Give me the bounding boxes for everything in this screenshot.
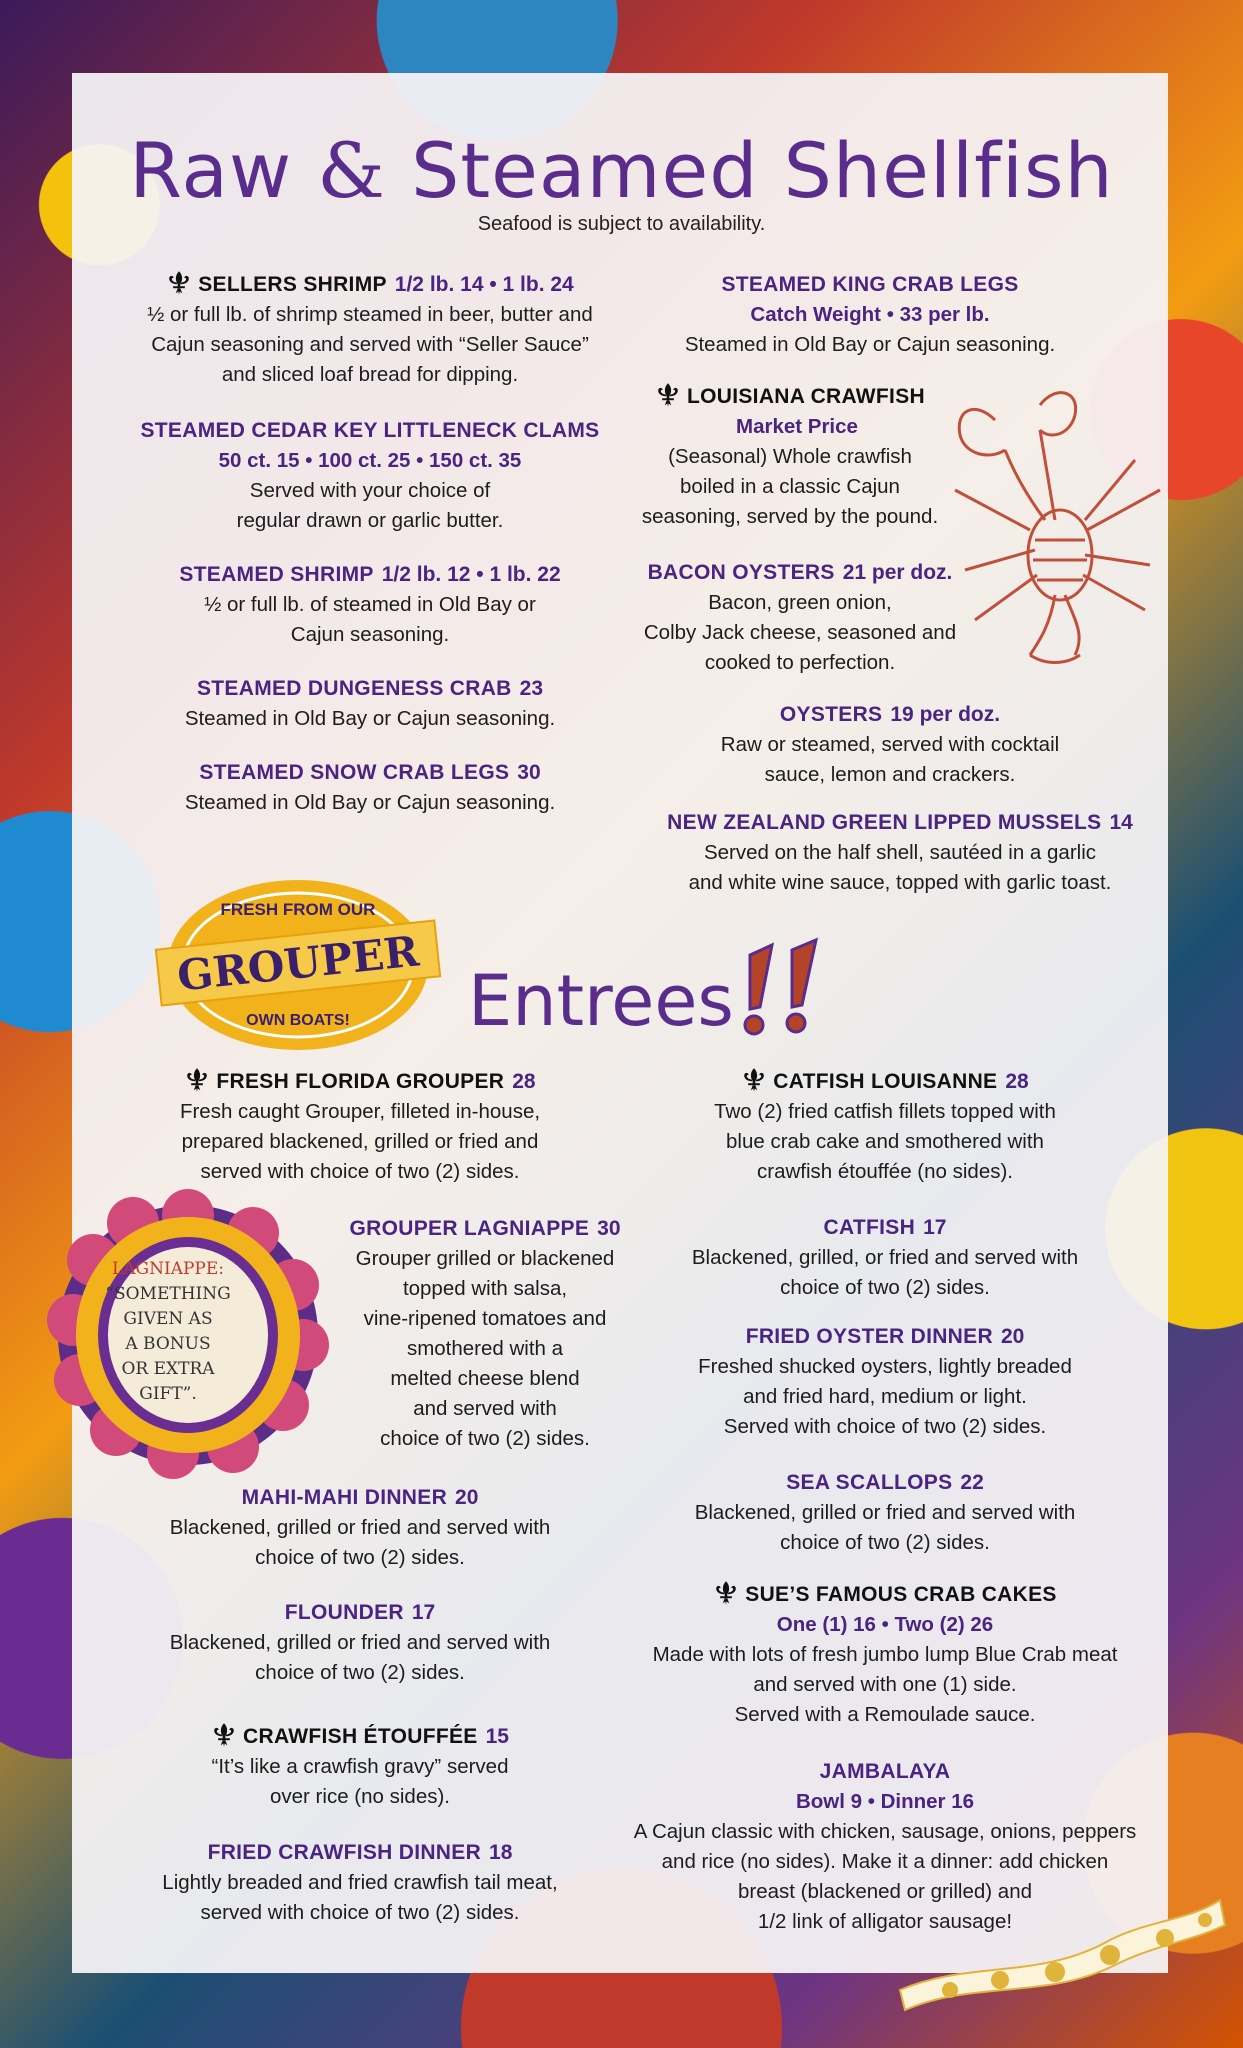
menu-item-fried-crawfish-dinner: FRIED CRAWFISH DINNER 18 Lightly breaded and fried crawfish tail meat, served with choice of two (2) sides. [162,1841,558,1924]
page-title: Raw & Steamed Shellfish [129,126,1114,215]
menu-item-crawfish-etouffee: CRAWFISH ÉTOUFFÉE 15 “It’s like a crawfish gravy” served over rice (no sides). [130,1722,590,1812]
menu-item-flounder: FLOUNDER 17 Blackened, grilled or fried and served with choice of two (2) sides. [169,1601,551,1684]
lagniappe-definition: LAGNIAPPE: “SOMETHING GIVEN AS A BONUS OR EXTRA GIFT”. [105,1259,231,1404]
menu-item-crab-cakes: SUE’S FAMOUS CRAB CAKES One (1) 16 • Two (2) 26 Made with lots of fresh jumbo lump Blue Crab meat and served with one (1) side. Served with a Remoulade sauce. [630,1580,1140,1730]
menu-item-dungeness-crab: STEAMED DUNGENESS CRAB 23 Steamed in Old Bay or Cajun seasoning. [184,677,556,730]
badge-bottom-text: OWN BOATS! [246,1012,350,1029]
menu-item-fried-oyster-dinner: FRIED OYSTER DINNER 20 Freshed shucked oysters, lightly breaded and fried hard, medium or light. Served with choice of two (2) sides. [698,1325,1072,1438]
fleur-de-lis-icon [713,1580,739,1606]
menu-item-snow-crab-legs: STEAMED SNOW CRAB LEGS 30 Steamed in Old Bay or Cajun seasoning. [184,761,556,814]
availability-note: Seafood is subject to availability. [477,213,766,235]
menu-item-littleneck-clams: STEAMED CEDAR KEY LITTLENECK CLAMS 50 ct. 15 • 100 ct. 25 • 150 ct. 35 Served with your choice of regular drawn or garlic butter. [140,419,600,532]
menu-item-mahi-mahi-dinner: MAHI-MAHI DINNER 20 Blackened, grilled or fried and served with choice of two (2) sides. [169,1486,551,1569]
fleur-de-lis-icon [741,1067,767,1093]
menu-item-fresh-florida-grouper: FRESH FLORIDA GROUPER 28 Fresh caught Grouper, filleted in-house, prepared blackened, grilled or fried and served with choice of two (2) sides. [130,1067,590,1187]
entrees-heading: Entrees [468,960,734,1042]
menu-item-bacon-oysters: BACON OYSTERS 21 per doz. Bacon, green onion, Colby Jack cheese, seasoned and cooked to perfection. [643,561,957,674]
menu-item-sellers-shrimp: SELLERS SHRIMP 1/2 lb. 14 • 1 lb. 24 ½ or full lb. of shrimp steamed in beer, butter and Cajun seasoning and served with “Seller Sauce” and sliced loaf bread for dipping. [130,270,610,390]
menu-item-catfish-louisanne: CATFISH LOUISANNE 28 Two (2) fried catfish fillets topped with blue crab cake and smothered with crawfish étouffée (no sides). [655,1067,1115,1187]
badge-top-text: FRESH FROM OUR [220,900,376,919]
fleur-de-lis-banner [890,1880,1230,2020]
fleur-de-lis-icon [166,270,192,296]
menu-item-grouper-lagniappe: GROUPER LAGNIAPPE 30 Grouper grilled or blackened topped with salsa, vine-ripened tomatoes and smothered with a melted cheese blend and served with choice of two (2) sides. [349,1217,621,1450]
fleur-de-lis-icon [211,1722,237,1748]
badge-main-text: GROUPER [174,926,422,1001]
fleur-de-lis-icon [655,382,681,408]
menu-item-oysters: OYSTERS 19 per doz. Raw or steamed, served with cocktail sauce, lemon and crackers. [720,703,1060,786]
fresh-grouper-badge [148,870,448,1060]
fleur-de-lis-icon [184,1067,210,1093]
exclamation-marks-icon [730,935,840,1045]
crawfish-illustration [935,380,1165,670]
menu-item-king-crab-legs: STEAMED KING CRAB LEGS Catch Weight • 33 per lb. Steamed in Old Bay or Cajun seasoning. [684,273,1056,356]
menu-item-catfish: CATFISH 17 Blackened, grilled, or fried and served with choice of two (2) sides. [691,1216,1079,1299]
menu-item-sea-scallops: SEA SCALLOPS 22 Blackened, grilled or fried and served with choice of two (2) sides. [694,1471,1076,1554]
menu-item-jambalaya: JAMBALAYA Bowl 9 • Dinner 16 A Cajun classic with chicken, sausage, onions, peppers and rice (no sides). Make it a dinner: add chicken breast (blackened or grilled) and 1/2 link of alligator sausage! [633,1760,1137,1933]
menu-item-louisiana-crawfish: LOUISIANA CRAWFISH Market Price (Seasonal) Whole crawfish boiled in a classic Cajun seasoning, served by the pound. [620,382,960,532]
menu-item-green-lipped-mussels: NEW ZEALAND GREEN LIPPED MUSSELS 14 Served on the half shell, sautéed in a garlic and white wine sauce, topped with garlic toast. [667,811,1133,894]
menu-item-steamed-shrimp: STEAMED SHRIMP 1/2 lb. 12 • 1 lb. 22 ½ or full lb. of steamed in Old Bay or Cajun seasoning. [179,563,561,646]
